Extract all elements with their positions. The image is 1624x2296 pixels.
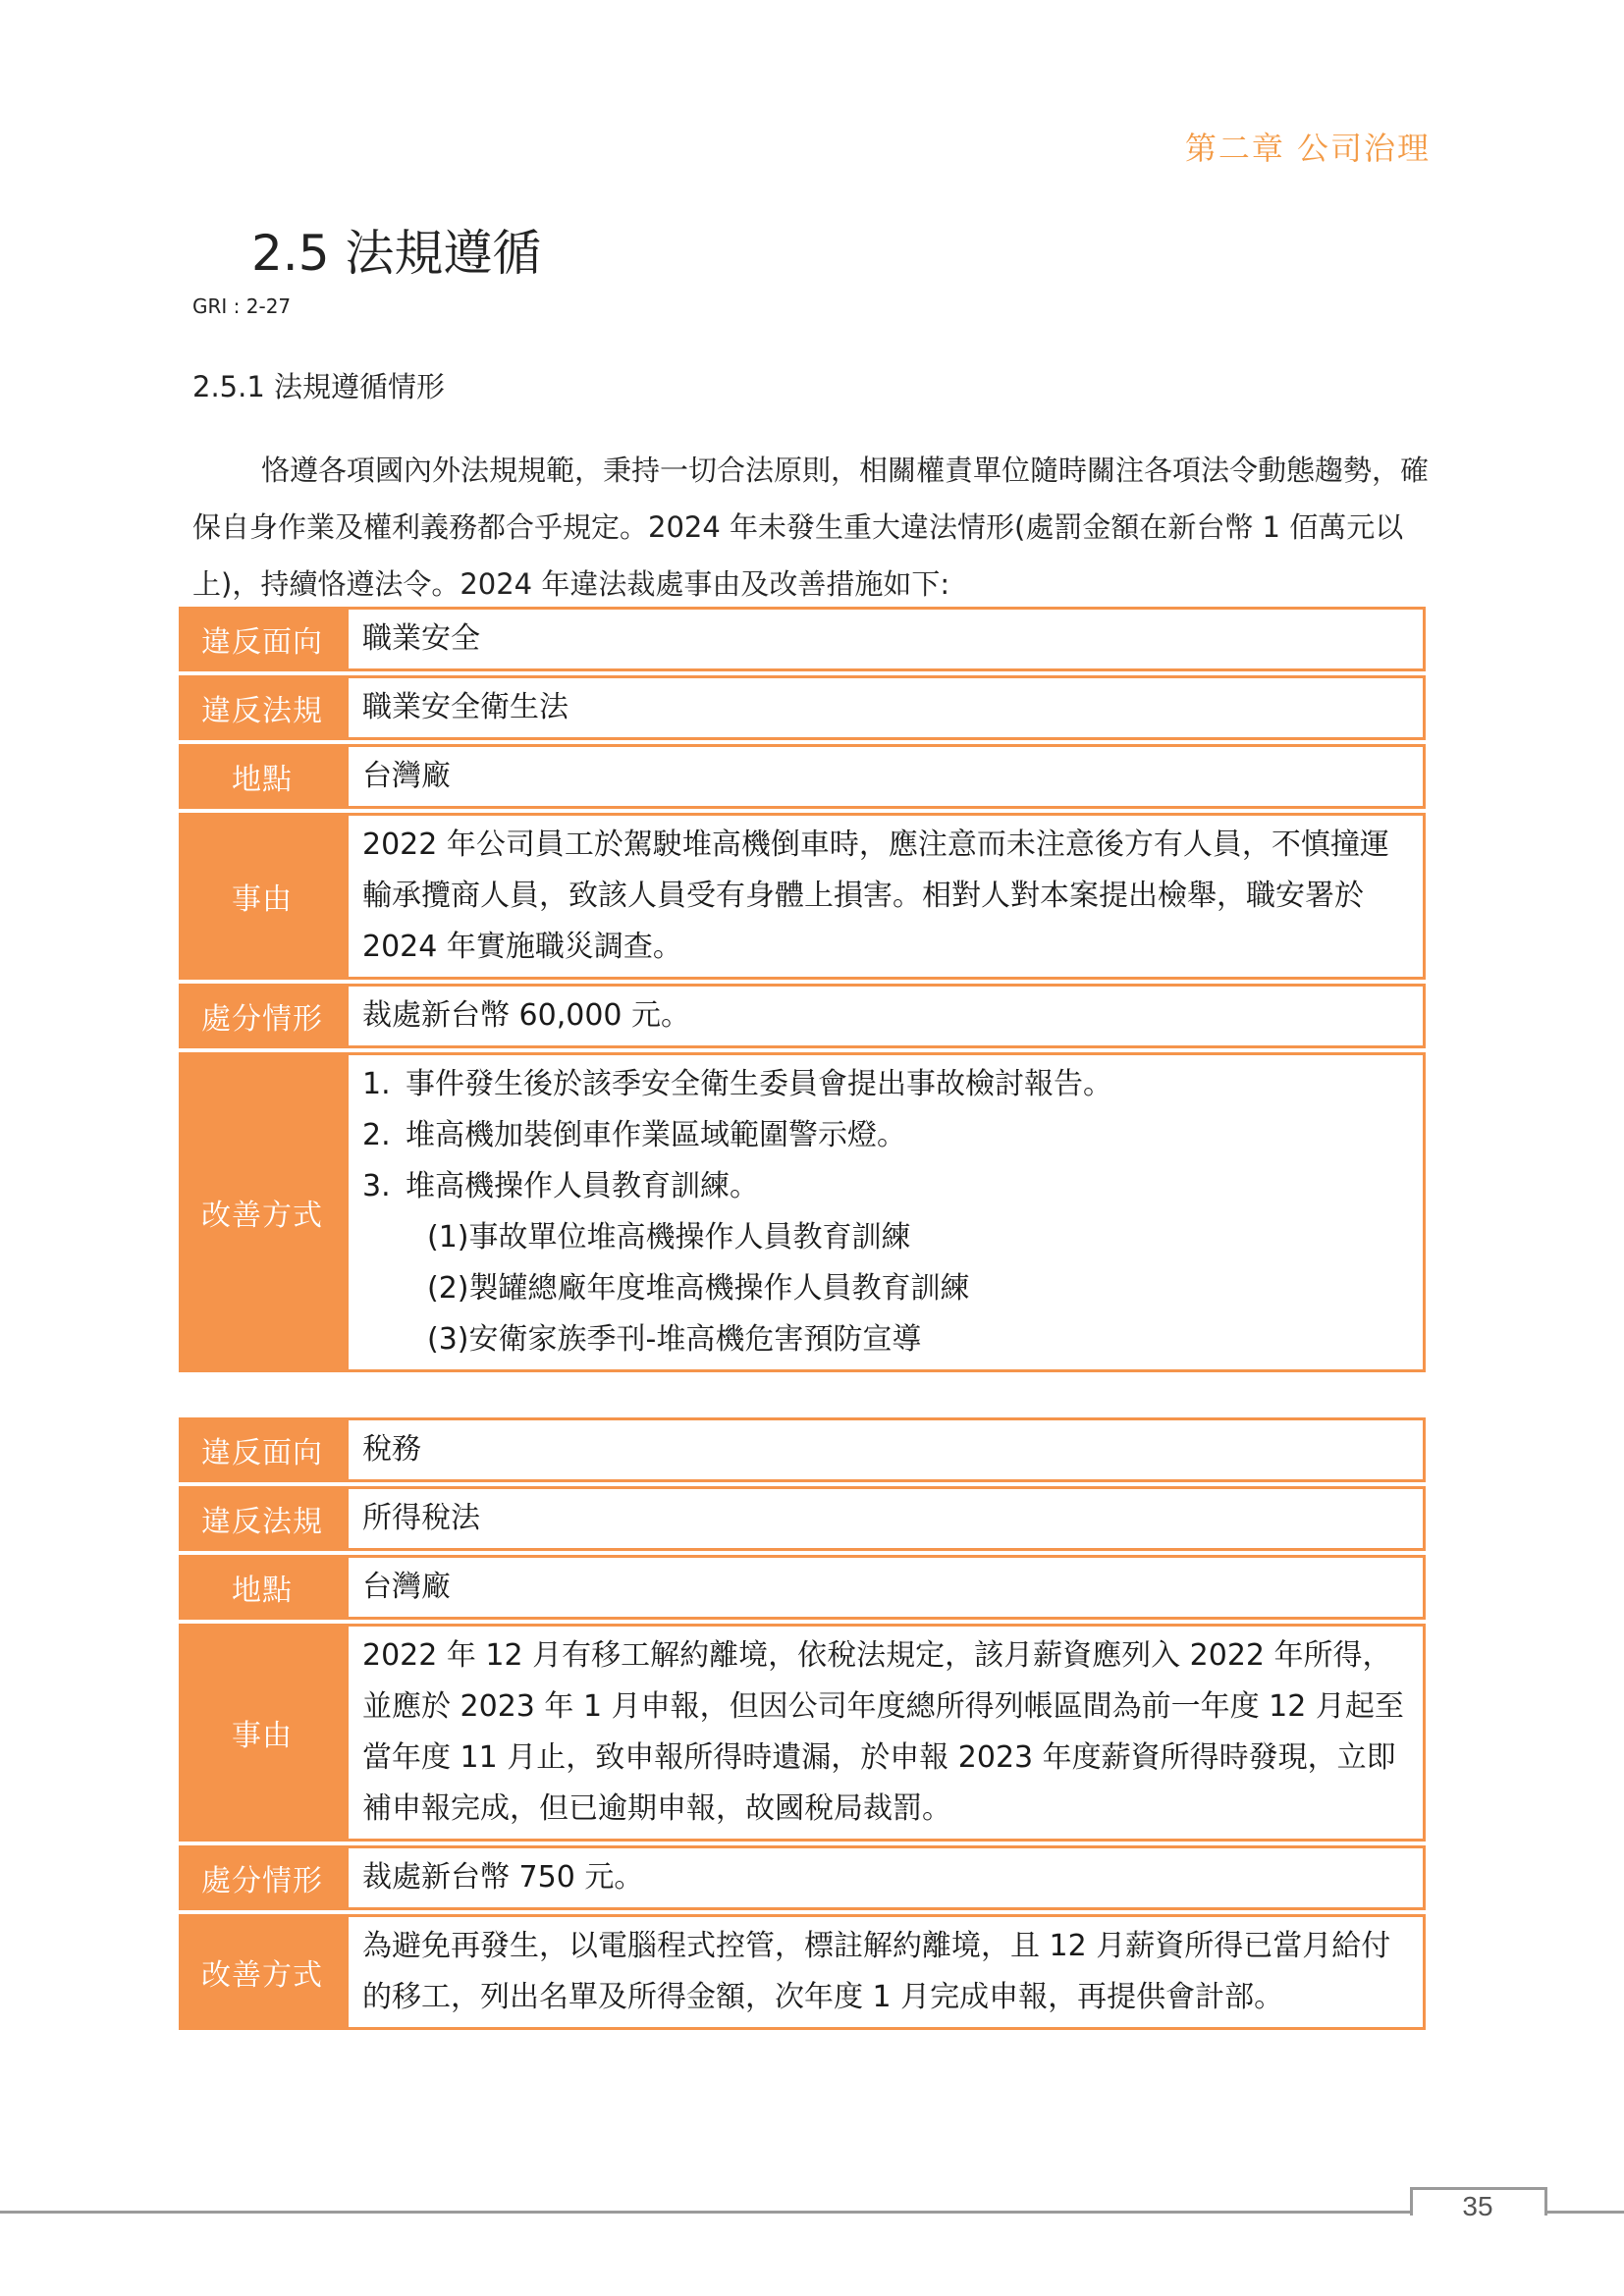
value-law: 所得稅法: [346, 1486, 1426, 1551]
table-row: [179, 1624, 1426, 1842]
list-number: 2.: [362, 1118, 391, 1152]
table-row: [179, 1417, 1426, 1482]
list-item: [362, 1059, 1409, 1110]
label-improvement: 改善方式: [179, 1914, 346, 2030]
table-row: [179, 984, 1426, 1048]
value-penalty: 裁處新台幣 750 元。: [346, 1845, 1426, 1910]
section-title: 2.5 法規遵循: [251, 225, 542, 282]
footer-divider: [0, 2211, 1624, 2214]
value-location: 台灣廠: [346, 744, 1426, 809]
table-row: [179, 744, 1426, 809]
intro-text: 恪遵各項國內外法規規範，秉持一切合法原則，相關權責單位隨時關注各項法令動態趨勢，確保自身作業及權利義務都合乎規定。2024 年未發生重大違法情形(處罰金額在新台幣 1 佰萬元以上)，持續恪遵法令。2024 年違法裁處事由及改善措施如下:: [192, 454, 1430, 601]
table-row: [179, 1486, 1426, 1551]
label-aspect: 違反面向: [179, 607, 346, 671]
list-number: 3.: [362, 1169, 391, 1203]
label-aspect: 違反面向: [179, 1417, 346, 1482]
value-improvement: [346, 1052, 1426, 1372]
violation-table-1: [179, 603, 1426, 1376]
label-penalty: 處分情形: [179, 1845, 346, 1910]
value-aspect: 稅務: [346, 1417, 1426, 1482]
label-law: 違反法規: [179, 1486, 346, 1551]
list-item: [362, 1110, 1409, 1161]
value-aspect: 職業安全: [346, 607, 1426, 671]
table-row: [179, 1914, 1426, 2030]
value-location: 台灣廠: [346, 1555, 1426, 1620]
value-improvement: 為避免再發生，以電腦程式控管，標註解約離境，且 12 月薪資所得已當月給付的移工，列出名單及所得金額，次年度 1 月完成申報，再提供會計部。: [346, 1914, 1426, 2030]
value-law: 職業安全衛生法: [346, 675, 1426, 740]
list-text: 事件發生後於該季安全衛生委員會提出事故檢討報告。: [406, 1067, 1112, 1101]
sub-list-item: (3)安衛家族季刊-堆高機危害預防宣導: [427, 1322, 922, 1357]
list-text: 堆高機加裝倒車作業區域範圍警示燈。: [406, 1118, 906, 1152]
label-penalty: 處分情形: [179, 984, 346, 1048]
gri-reference: GRI : 2-27: [192, 294, 292, 318]
intro-paragraph: [192, 442, 1432, 613]
list-item: [362, 1161, 1409, 1212]
label-reason: 事由: [179, 813, 346, 980]
improvement-list: [362, 1059, 1409, 1365]
label-reason: 事由: [179, 1624, 346, 1842]
table-row: [179, 813, 1426, 980]
subsection-title: 2.5.1 法規遵循情形: [192, 370, 446, 403]
list-number: 1.: [362, 1067, 391, 1101]
value-penalty: 裁處新台幣 60,000 元。: [346, 984, 1426, 1048]
value-reason: 2022 年 12 月有移工解約離境，依稅法規定，該月薪資應列入 2022 年所得，並應於 2023 年 1 月申報，但因公司年度總所得列帳區間為前一年度 12 月起至當年度 11 月止，致申報所得時遺漏，於申報 2023 年度薪資所得時發現，立即補申報完成，但已逾期申報，故國稅局裁罰。: [346, 1624, 1426, 1842]
sub-list-item: (1)事故單位堆高機操作人員教育訓練: [427, 1220, 911, 1255]
violation-table-2: [179, 1414, 1426, 2034]
list-text: 堆高機操作人員教育訓練。: [406, 1169, 759, 1203]
page-number: 35: [1462, 2191, 1493, 2221]
label-law: 違反法規: [179, 675, 346, 740]
label-location: 地點: [179, 744, 346, 809]
table-row: [179, 607, 1426, 671]
value-reason: 2022 年公司員工於駕駛堆高機倒車時，應注意而未注意後方有人員，不慎撞運輸承攬商人員，致該人員受有身體上損害。相對人對本案提出檢舉，職安署於 2024 年實施職災調查。: [346, 813, 1426, 980]
table-row: [179, 1845, 1426, 1910]
sub-list-item: (2)製罐總廠年度堆高機操作人員教育訓練: [427, 1271, 970, 1306]
table-row: [179, 1052, 1426, 1372]
label-location: 地點: [179, 1555, 346, 1620]
chapter-header: 第二章 公司治理: [1184, 130, 1431, 167]
label-improvement: 改善方式: [179, 1052, 346, 1372]
table-row: [179, 1555, 1426, 1620]
table-row: [179, 675, 1426, 740]
